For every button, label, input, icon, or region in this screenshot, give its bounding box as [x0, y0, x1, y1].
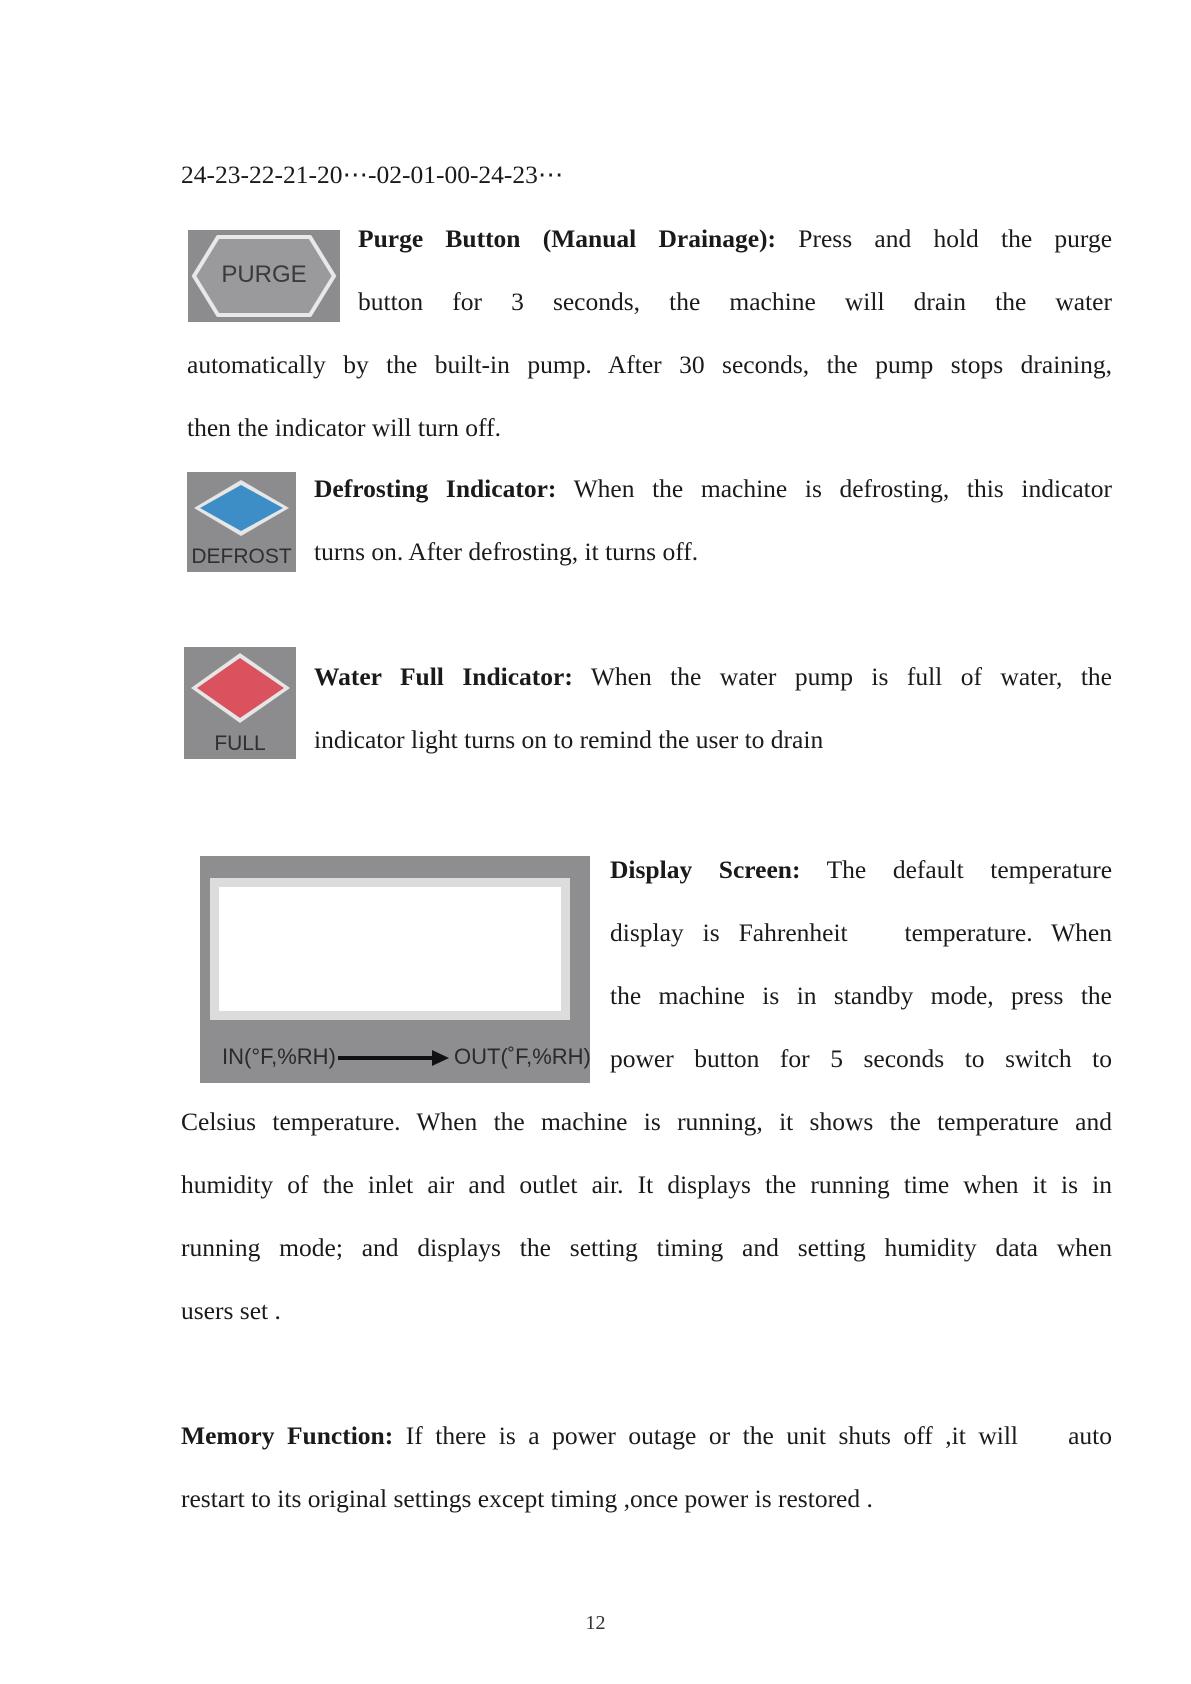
display-line-2: display is Fahrenheit temperature. When: [610, 918, 1112, 947]
water-full-indicator-icon: [184, 647, 296, 759]
purge-title: Purge Button (Manual Drainage):: [358, 224, 777, 253]
purge-line-4: then the indicator will turn off.: [187, 413, 501, 442]
memory-line-1-text: If there is a power outage or the unit shuts off ,it will auto: [405, 1421, 1112, 1450]
defrost-title: Defrosting Indicator:: [314, 474, 557, 503]
display-title: Display Screen:: [610, 855, 801, 884]
full-line-1-text: When the water pump is full of water, the: [590, 662, 1112, 691]
purge-button-icon: [188, 230, 340, 322]
display-in-label: IN(°F,%RH): [222, 1044, 336, 1069]
display-line-7: running mode; and displays the setting timing and setting humidity data when: [181, 1233, 1112, 1262]
display-screen-window: [210, 878, 570, 1020]
page-number: 12: [585, 1612, 606, 1634]
defrost-indicator-icon: [187, 472, 296, 572]
display-out-label: OUT(˚F,%RH): [454, 1044, 591, 1069]
display-screen-image: [200, 856, 590, 1083]
full-line-2: indicator light turns on to remind the user to drain: [314, 725, 824, 754]
display-line-5: Celsius temperature. When the machine is running, it shows the temperature and: [181, 1107, 1112, 1136]
purge-icon-label: PURGE: [221, 261, 307, 288]
purge-line-3: automatically by the built-in pump. After 30 seconds, the pump stops draining,: [187, 350, 1112, 379]
defrost-icon-label: DEFROST: [191, 545, 292, 568]
defrost-line-2: turns on. After defrosting, it turns off.: [314, 537, 699, 566]
full-title: Water Full Indicator:: [314, 662, 573, 691]
display-line-1-text: The default temperature: [826, 855, 1113, 884]
defrost-line-1: [314, 474, 1112, 504]
arrow-right-icon: [336, 1048, 451, 1068]
full-line-1: [314, 662, 1112, 692]
memory-title: Memory Function:: [181, 1421, 394, 1450]
display-line-6: humidity of the inlet air and outlet air. It displays the running time when it is in: [181, 1170, 1112, 1199]
display-line-4: power button for 5 seconds to switch to: [610, 1044, 1112, 1073]
timer-sequence: 24-23-22-21-20⋯-02-01-00-24-23⋯: [181, 160, 564, 189]
display-line-3: the machine is in standby mode, press the: [610, 981, 1112, 1010]
defrost-line-1-text: When the machine is defrosting, this indicator: [573, 474, 1112, 503]
memory-line-1: [181, 1421, 1112, 1451]
display-line-8: users set .: [181, 1296, 281, 1325]
purge-line-1-text: Press and hold the purge: [798, 224, 1113, 253]
memory-line-2: restart to its original settings except timing ,once power is restored .: [181, 1484, 873, 1513]
full-icon-label: FULL: [214, 732, 266, 755]
purge-line-1: [358, 224, 1112, 254]
display-line-1: [610, 855, 1112, 885]
purge-line-2: button for 3 seconds, the machine will drain the water: [358, 287, 1112, 316]
